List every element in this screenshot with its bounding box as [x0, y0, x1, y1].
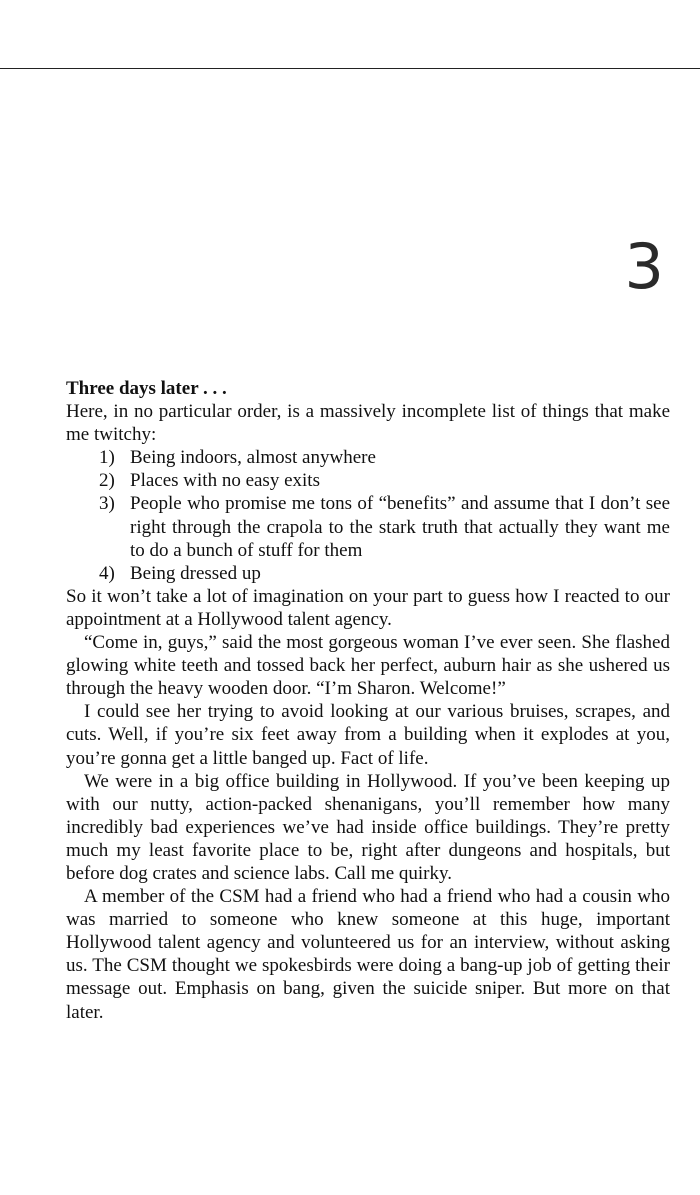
body-paragraph: We were in a big office building in Hollywood. If you’ve been keeping up with our nutty, action-packed shenanigans, you’ll remember how many incredibly bad experiences we’ve had inside office buildings. They’re pretty much my least favorite place to be, right after dungeons and hospitals, but before dog crates and science labs. Call me quirky.	[66, 770, 670, 884]
list-item-number: 2)	[99, 470, 115, 492]
intro-paragraph: Here, in no particular order, is a massively incomplete list of things that make me twitchy:	[66, 401, 670, 446]
page-body	[66, 377, 670, 1024]
list-item-text: People who promise me tons of “benefits” and assume that I don’t see right through the crapola to the stark truth that actually they want me to do a bunch of stuff for them	[130, 493, 670, 561]
list-item	[66, 562, 670, 585]
chapter-number: 3	[624, 230, 664, 303]
body-paragraph: I could see her trying to avoid looking at our various bruises, scrapes, and cuts. Well, if you’re six feet away from a building when it explodes at you, you’re gonna get a little banged up. Fact of life.	[66, 701, 670, 769]
list-item-number: 1)	[99, 447, 115, 469]
list-item-number: 3)	[99, 493, 115, 515]
list-item-text: Being indoors, almost anywhere	[130, 447, 376, 469]
list-item	[66, 446, 670, 469]
scene-break-heading: Three days later . . .	[66, 378, 227, 399]
list-item-number: 4)	[99, 562, 115, 584]
body-paragraph: “Come in, guys,” said the most gorgeous woman I’ve ever seen. She flashed glowing white teeth and tossed back her perfect, auburn hair as she ushered us through the heavy wooden door. “I’m Sharon. Welcome!”	[66, 632, 670, 700]
header-rule	[0, 68, 700, 69]
body-paragraph: A member of the CSM had a friend who had a friend who had a cousin who was married to someone who knew someone at this huge, important Hollywood talent agency and volunteered us for an interview, without asking us. The CSM thought we spokesbirds were doing a bang-up job of getting their message out. Emphasis on bang, given the suicide sniper. But more on that later.	[66, 886, 670, 1023]
list-item-text: Being dressed up	[130, 562, 261, 584]
twitchy-list	[66, 446, 670, 585]
list-item	[66, 492, 670, 561]
body-paragraph: So it won’t take a lot of imagination on your part to guess how I reacted to our appointment at a Hollywood talent agency.	[66, 585, 670, 630]
list-item	[66, 469, 670, 492]
list-item-text: Places with no easy exits	[130, 470, 320, 492]
